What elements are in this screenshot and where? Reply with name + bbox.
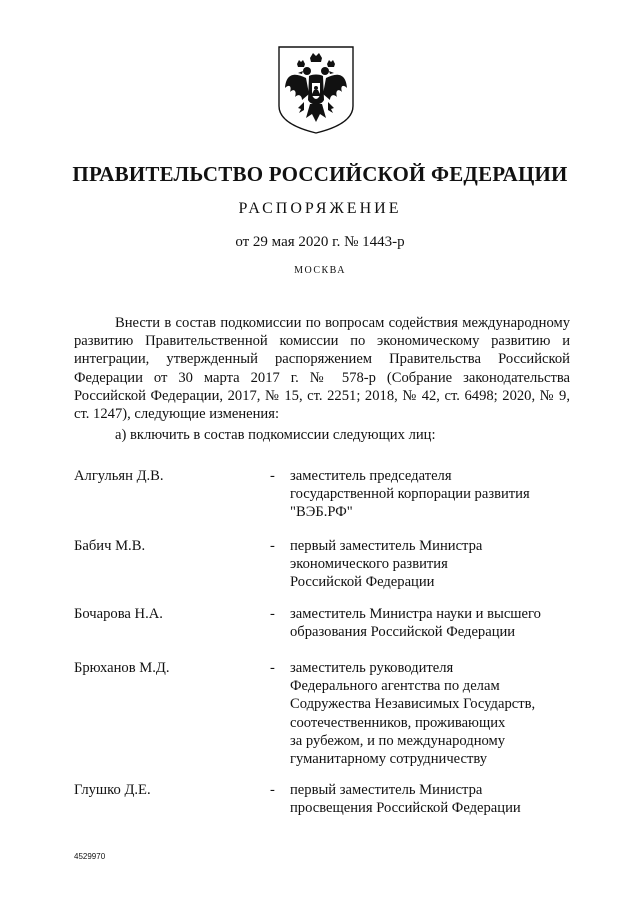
list-intro: а) включить в состав подкомиссии следующих лиц: bbox=[115, 427, 436, 443]
city: МОСКВА bbox=[294, 265, 346, 276]
person-role: заместитель руководителя Федерального агентства по делам Содружества Независимых Государств, соотечественников, проживающих за рубежом, и по международному гуманитарному сотрудничеству bbox=[290, 660, 536, 768]
document-type: РАСПОРЯЖЕНИЕ bbox=[238, 200, 402, 217]
person-role: заместитель председателя государственной корпорации развития "ВЭБ.РФ" bbox=[290, 468, 530, 521]
person-dash: - bbox=[270, 538, 275, 554]
person-dash: - bbox=[270, 606, 275, 622]
government-title: ПРАВИТЕЛЬСТВО РОССИЙСКОЙ ФЕДЕРАЦИИ bbox=[72, 162, 568, 186]
person-role: первый заместитель Министра экономического развития Российской Федерации bbox=[290, 538, 483, 591]
person-name: Бочарова Н.А. bbox=[74, 606, 163, 622]
person-dash: - bbox=[270, 782, 275, 798]
intro-paragraph: Внести в состав подкомиссии по вопросам содействия международному развитию Правительственной комиссии по экономическому развитию и интеграции, утвержденный распоряжением Правительства Российской Федерации от 30 марта 2017 г. № 578-р (Собрание законодательства Российской Федерации, 2017, № 15, ст. 2251; 2018, № 42, ст. 6498; 2020, № 9, ст. 1247), следующие изменения: bbox=[74, 315, 570, 423]
person-name: Брюханов М.Д. bbox=[74, 660, 170, 676]
person-role: первый заместитель Министра просвещения Российской Федерации bbox=[290, 782, 521, 817]
person-name: Алгульян Д.В. bbox=[74, 468, 164, 484]
person-role: заместитель Министра науки и высшего образования Российской Федерации bbox=[290, 606, 541, 641]
person-name: Бабич М.В. bbox=[74, 538, 146, 554]
russian-coat-of-arms-icon bbox=[276, 44, 356, 136]
person-dash: - bbox=[270, 468, 275, 484]
intro-paragraph-block bbox=[74, 314, 570, 423]
person-name: Глушко Д.Е. bbox=[74, 782, 151, 798]
document-code: 4529970 bbox=[74, 852, 106, 861]
document-date-number: от 29 мая 2020 г. № 1443-р bbox=[235, 234, 405, 250]
person-dash: - bbox=[270, 660, 275, 676]
